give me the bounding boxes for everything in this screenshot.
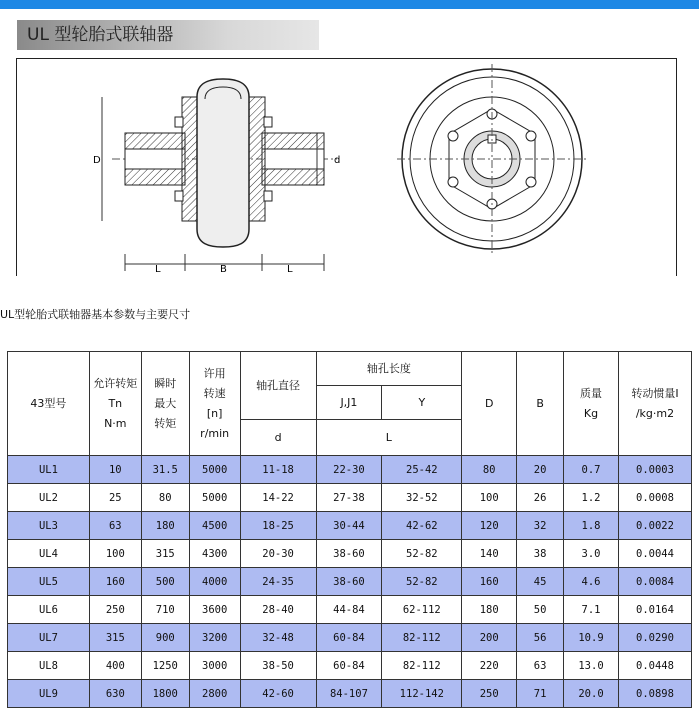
cell-hole-j: 22-30 <box>316 456 382 484</box>
header-B: B <box>517 352 564 456</box>
cell-model: UL2 <box>8 484 90 512</box>
label-d: d <box>334 155 341 166</box>
label-L-left: L <box>155 264 161 275</box>
cell-mass: 4.6 <box>564 568 619 596</box>
table-row <box>8 680 692 708</box>
table-row <box>8 484 692 512</box>
cell-inertia: 0.0290 <box>618 624 691 652</box>
coupling-drawing-svg <box>17 59 678 277</box>
cell-peak-torque: 31.5 <box>141 456 189 484</box>
cell-hole-j: 38-60 <box>316 568 382 596</box>
cell-model: UL3 <box>8 512 90 540</box>
header-hole-length: 轴孔长度 <box>316 352 462 386</box>
cell-hole-y: 52-82 <box>382 540 462 568</box>
cell-peak-torque: 80 <box>141 484 189 512</box>
cell-torque: 315 <box>89 624 141 652</box>
cell-hole-y: 32-52 <box>382 484 462 512</box>
header-peak-torque: 瞬时 最大 转矩 <box>141 352 189 456</box>
cell-mass: 13.0 <box>564 652 619 680</box>
cell-model: UL8 <box>8 652 90 680</box>
cell-torque: 400 <box>89 652 141 680</box>
cell-D: 200 <box>462 624 517 652</box>
cell-D: 220 <box>462 652 517 680</box>
cell-mass: 1.2 <box>564 484 619 512</box>
table-caption: UL型轮胎式联轴器基本参数与主要尺寸 <box>0 308 191 321</box>
cell-inertia: 0.0022 <box>618 512 691 540</box>
table-body <box>8 456 692 708</box>
cell-bore: 32-48 <box>240 624 316 652</box>
page-title: UL 型轮胎式联轴器 <box>17 20 319 50</box>
cell-hole-j: 30-44 <box>316 512 382 540</box>
cell-D: 250 <box>462 680 517 708</box>
cell-B: 45 <box>517 568 564 596</box>
end-view <box>397 64 587 254</box>
cell-D: 160 <box>462 568 517 596</box>
cell-B: 38 <box>517 540 564 568</box>
cell-hole-j: 44-84 <box>316 596 382 624</box>
cell-bore: 38-50 <box>240 652 316 680</box>
cell-torque: 10 <box>89 456 141 484</box>
cell-torque: 25 <box>89 484 141 512</box>
cell-peak-torque: 1250 <box>141 652 189 680</box>
cell-speed: 4500 <box>189 512 240 540</box>
cell-bore: 24-35 <box>240 568 316 596</box>
cell-mass: 1.8 <box>564 512 619 540</box>
cell-peak-torque: 180 <box>141 512 189 540</box>
cell-model: UL1 <box>8 456 90 484</box>
cell-inertia: 0.0448 <box>618 652 691 680</box>
cell-speed: 3600 <box>189 596 240 624</box>
cell-peak-torque: 1800 <box>141 680 189 708</box>
cell-mass: 0.7 <box>564 456 619 484</box>
cell-torque: 250 <box>89 596 141 624</box>
cell-inertia: 0.0008 <box>618 484 691 512</box>
spec-table <box>7 351 692 708</box>
table-row <box>8 512 692 540</box>
cell-hole-j: 60-84 <box>316 624 382 652</box>
cell-B: 71 <box>517 680 564 708</box>
cell-B: 32 <box>517 512 564 540</box>
cell-speed: 5000 <box>189 456 240 484</box>
cell-speed: 3000 <box>189 652 240 680</box>
cell-mass: 7.1 <box>564 596 619 624</box>
header-bore: 轴孔直径 <box>240 352 316 420</box>
cell-D: 180 <box>462 596 517 624</box>
header-hole-y: Y <box>382 386 462 420</box>
cell-torque: 160 <box>89 568 141 596</box>
cell-torque: 63 <box>89 512 141 540</box>
cell-speed: 5000 <box>189 484 240 512</box>
cell-D: 100 <box>462 484 517 512</box>
header-hole-l: L <box>316 420 462 456</box>
cell-B: 20 <box>517 456 564 484</box>
cell-mass: 10.9 <box>564 624 619 652</box>
cell-D: 120 <box>462 512 517 540</box>
cell-speed: 2800 <box>189 680 240 708</box>
technical-drawing <box>16 58 677 276</box>
cell-peak-torque: 710 <box>141 596 189 624</box>
table-row <box>8 652 692 680</box>
cell-inertia: 0.0044 <box>618 540 691 568</box>
cell-speed: 4300 <box>189 540 240 568</box>
cell-mass: 20.0 <box>564 680 619 708</box>
header-hole-j: J,J1 <box>316 386 382 420</box>
header-bore-d: d <box>240 420 316 456</box>
table-row <box>8 456 692 484</box>
label-B: B <box>220 264 227 275</box>
cell-hole-y: 82-112 <box>382 624 462 652</box>
cell-speed: 4000 <box>189 568 240 596</box>
cell-inertia: 0.0898 <box>618 680 691 708</box>
cell-bore: 28-40 <box>240 596 316 624</box>
cell-speed: 3200 <box>189 624 240 652</box>
cell-peak-torque: 315 <box>141 540 189 568</box>
table-row <box>8 596 692 624</box>
label-D: D <box>93 155 101 166</box>
header-model: 43型号 <box>8 352 90 456</box>
cell-model: UL6 <box>8 596 90 624</box>
cell-inertia: 0.0084 <box>618 568 691 596</box>
cell-hole-j: 60-84 <box>316 652 382 680</box>
table-row <box>8 540 692 568</box>
cell-hole-y: 52-82 <box>382 568 462 596</box>
cell-inertia: 0.0164 <box>618 596 691 624</box>
cell-bore: 42-60 <box>240 680 316 708</box>
cell-hole-j: 84-107 <box>316 680 382 708</box>
table-row <box>8 624 692 652</box>
cell-B: 56 <box>517 624 564 652</box>
table-row <box>8 568 692 596</box>
cell-B: 63 <box>517 652 564 680</box>
cell-bore: 20-30 <box>240 540 316 568</box>
cell-hole-y: 82-112 <box>382 652 462 680</box>
header-torque: 允许转矩 Tn N·m <box>89 352 141 456</box>
cell-model: UL4 <box>8 540 90 568</box>
cell-hole-j: 38-60 <box>316 540 382 568</box>
header-mass: 质量 Kg <box>564 352 619 456</box>
cell-mass: 3.0 <box>564 540 619 568</box>
cell-D: 140 <box>462 540 517 568</box>
header-inertia: 转动惯量I /kg·m2 <box>618 352 691 456</box>
cell-hole-y: 62-112 <box>382 596 462 624</box>
cell-peak-torque: 900 <box>141 624 189 652</box>
cell-torque: 630 <box>89 680 141 708</box>
cell-hole-y: 112-142 <box>382 680 462 708</box>
cell-hole-y: 25-42 <box>382 456 462 484</box>
cell-bore: 18-25 <box>240 512 316 540</box>
cell-model: UL7 <box>8 624 90 652</box>
cell-inertia: 0.0003 <box>618 456 691 484</box>
cell-hole-j: 27-38 <box>316 484 382 512</box>
cell-model: UL9 <box>8 680 90 708</box>
cell-B: 26 <box>517 484 564 512</box>
cell-bore: 14-22 <box>240 484 316 512</box>
cell-B: 50 <box>517 596 564 624</box>
cell-model: UL5 <box>8 568 90 596</box>
cell-hole-y: 42-62 <box>382 512 462 540</box>
top-accent-bar <box>0 0 699 9</box>
cell-peak-torque: 500 <box>141 568 189 596</box>
header-D: D <box>462 352 517 456</box>
label-L-right: L <box>287 264 293 275</box>
rubber-tire <box>197 79 249 247</box>
cell-torque: 100 <box>89 540 141 568</box>
cell-D: 80 <box>462 456 517 484</box>
header-speed: 许用 转速 [n] r/min <box>189 352 240 456</box>
cell-bore: 11-18 <box>240 456 316 484</box>
